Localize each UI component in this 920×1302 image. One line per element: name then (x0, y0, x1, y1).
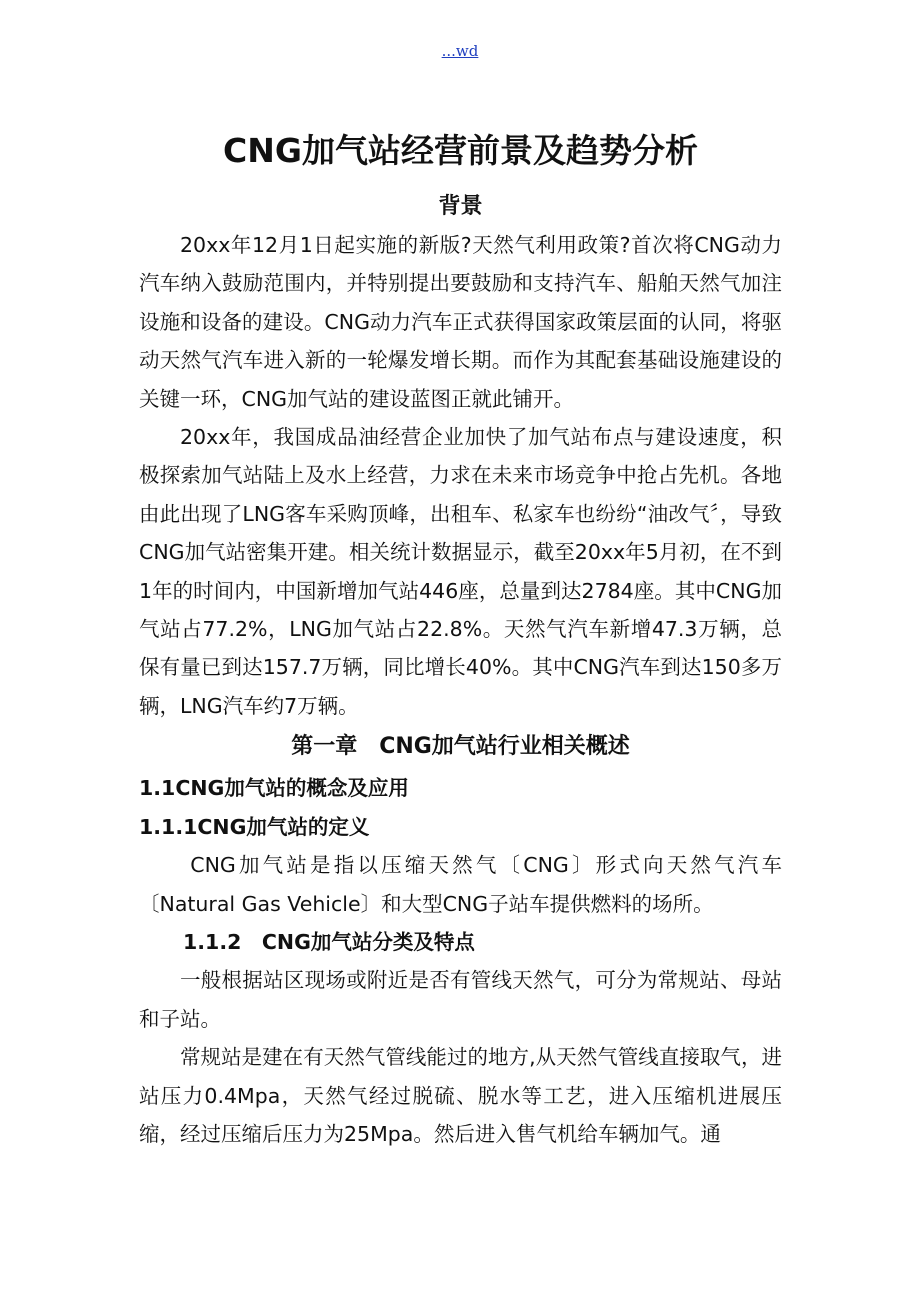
paragraph-policy: 20xx年12月1日起实施的新版?天然气利用政策?首次将CNG动力汽车纳入鼓励范围内，并特别提出要鼓励和支持汽车、船舶天然气加注设施和设备的建设。CNG动力汽车正式获得国家政策层面的认同，将驱动天然气汽车进入新的一轮爆发增长期。而作为其配套基础设施建设的关键一环，CNG加气站的建设蓝图正就此铺开。 (139, 233, 782, 411)
paragraph-definition: CNG加气站是指以压缩天然气〔CNG〕形式向天然气汽车〔Natural Gas Vehicle〕和大型CNG子站车提供燃料的场所。 (139, 853, 782, 916)
document-title: CNG加气站经营前景及趋势分析 (223, 131, 698, 170)
section-1-1-2-heading: 1.1.2 CNG加气站分类及特点 (183, 929, 475, 954)
background-heading: 背景 (438, 194, 483, 219)
chapter-1-heading: 第一章 CNG加气站行业相关概述 (291, 734, 630, 760)
paragraph-classification: 一般根据站区现场或附近是否有管线天然气，可分为常规站、母站和子站。 (139, 968, 782, 1031)
section-1-1-1-heading: 1.1.1CNG加气站的定义 (139, 814, 370, 839)
paragraph-statistics: 20xx年，我国成品油经营企业加快了加气站布点与建设速度，积极探索加气站陆上及水上经营，力求在未来市场竞争中抢占先机。各地由此出现了LNG客车采购顶峰，出租车、私家车也纷纷“油改气〞，导致CNG加气站密集开建。相关统计数据显示，截至20xx年5月初，在不到1年的时间内，中国新增加气站446座，总量到达2784座。其中CNG加气站占77.2%，LNG加气站占22.8%。天然气汽车新增47.3万辆，总保有量已到达157.7万辆，同比增长40%。其中CNG汽车到达150多万辆，LNG汽车约7万辆。 (139, 425, 782, 718)
header-mark: ...wd (441, 42, 479, 60)
section-1-1-heading: 1.1CNG加气站的概念及应用 (139, 776, 409, 801)
document-page (139, 128, 782, 1153)
paragraph-regular-station: 常规站是建在有天然气管线能过的地方,从天然气管线直接取气，进站压力0.4Mpa，天然气经过脱硫、脱水等工艺，进入压缩机进展压缩，经过压缩后压力为25Mpa。然后进入售气机给车辆加气。通 (139, 1045, 782, 1146)
